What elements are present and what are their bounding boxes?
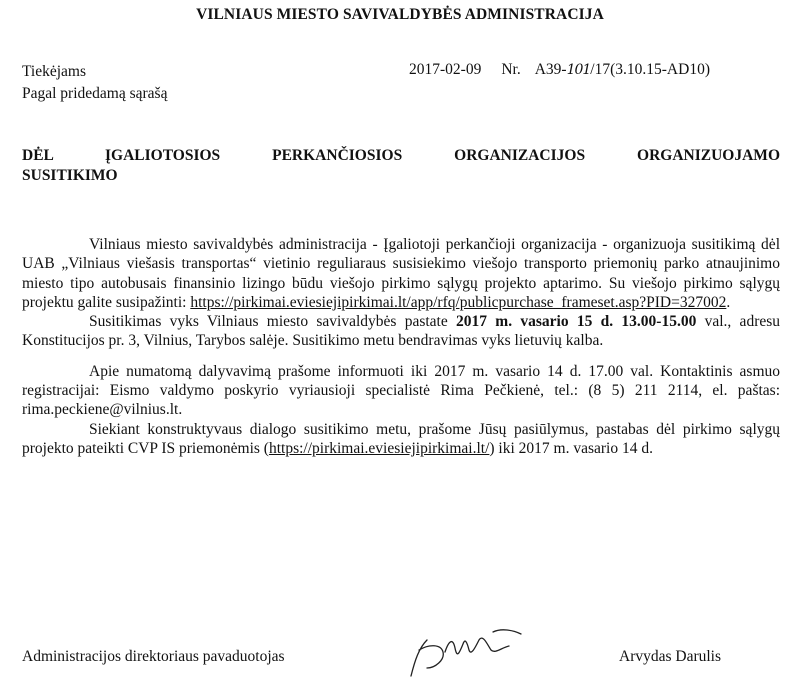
- paragraph-1-text: Vilniaus miesto savivaldybės administracija - Įgaliotoji perkančioji organizacija - organizuoja susitikimą dėl UAB „Vilniaus viešasis transportas“ vietinio reguliaraus susisiekimo viešojo transporto priemonių parko atnaujinimo miesto tipo autobusais finansinio lizingo būdu viešojo pirkimo sąlygų projekto aptarimo. Su viešojo pirkimo sąlygų projektu galite susipažinti:: [22, 236, 780, 311]
- signatory-title: Administracijos direktoriaus pavaduotojas: [22, 648, 285, 665]
- paragraph-4: [22, 420, 780, 459]
- paragraph-4-end: ) iki 2017 m. vasario 14 d.: [489, 439, 653, 457]
- cvp-is-link[interactable]: https://pirkimai.eviesiejipirkimai.lt/: [268, 439, 490, 457]
- paragraph-2-start: Susitikimas vyks Vilniaus miesto savivaldybės pastate: [89, 313, 457, 331]
- signatory-name: Arvydas Darulis: [619, 648, 722, 665]
- paragraph-1: [22, 235, 780, 312]
- handwritten-signature: [405, 618, 525, 677]
- handwritten-number: 101: [566, 62, 591, 78]
- recipient-line-2: Pagal pridedamą sąrašą: [22, 85, 168, 102]
- purchase-link[interactable]: https://pirkimai.eviesiejipirkimai.lt/app/rfq/publicpurchase_frameset.asp?PID=327002: [190, 293, 727, 311]
- recipient-line-1: Tiekėjams: [22, 63, 87, 80]
- document-body: [22, 235, 780, 458]
- institution-header: VILNIAUS MIESTO SAVIVALDYBĖS ADMINISTRACIJA: [196, 6, 604, 23]
- document-meta: [409, 61, 710, 79]
- number-suffix: /17(3.10.15-AD10): [590, 61, 710, 78]
- paragraph-1-end: .: [726, 293, 731, 311]
- paragraph-4-start: Siekiant konstruktyvaus dialogo susitikimo metu, prašome Jūsų pasiūlymus, pastabas dėl pirkimo sąlygų projekto pateikti CVP IS priemonėmis (: [22, 420, 780, 457]
- meeting-datetime: 2017 m. vasario 15 d. 13.00-15.00: [456, 313, 697, 331]
- subject-line-2: SUSITIKIMO: [22, 167, 118, 184]
- document-date: 2017-02-09: [409, 61, 482, 78]
- document-number: [535, 61, 710, 78]
- paragraph-2: [22, 312, 780, 351]
- number-prefix: A39-: [534, 61, 567, 78]
- number-label: Nr.: [501, 61, 521, 78]
- recipient-block: [22, 61, 167, 105]
- paragraph-2-end: val., adresu Konstitucijos pr. 3, Vilnius, Tarybos salėje. Susitikimo metu bendravimas vyks lietuvių kalba.: [22, 313, 781, 350]
- document-subject: [22, 146, 780, 186]
- subject-line-1: DĖL ĮGALIOTOSIOS PERKANČIOSIOS ORGANIZACIJOS ORGANIZUOJAMO: [22, 147, 780, 164]
- paragraph-3: Apie numatomą dalyvavimą prašome informuoti iki 2017 m. vasario 14 d. 17.00 val. Kontaktinis asmuo registracijai: Eismo valdymo poskyrio vyriausioji specialistė Rima Pečkienė, tel.: (8 5) 211 2114, el. paštas: rima.peckiene@vilnius.lt.: [22, 362, 780, 419]
